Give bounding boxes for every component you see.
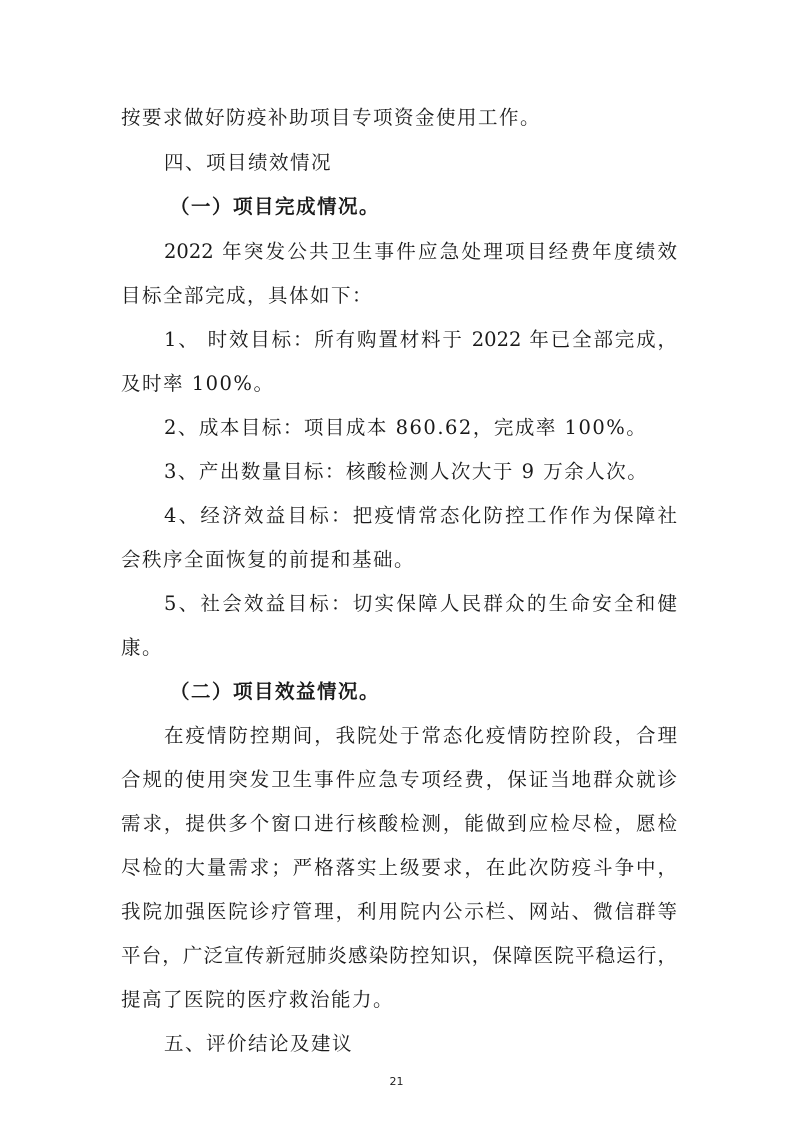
paragraph-line: 需求，提供多个窗口进行核酸检测，能做到应检尽检，愿检 (121, 812, 677, 835)
paragraph-line: 在疫情防控期间，我院处于常态化疫情防控阶段，合理 (164, 724, 677, 747)
paragraph-line: 及时率 100%。 (121, 372, 275, 395)
paragraph-line: 我院加强医院诊疗管理，利用院内公示栏、网站、微信群等 (121, 900, 677, 923)
subsection-heading-completion: （一）项目完成情况。 (170, 195, 381, 218)
page-number: 21 (389, 1075, 404, 1088)
list-item-social-benefit: 5、社会效益目标：切实保障人民群众的生命安全和健 (164, 592, 677, 615)
paragraph-line: 尽检的大量需求；严格落实上级要求，在此次防疫斗争中， (121, 856, 677, 879)
paragraph-line: 2022 年突发公共卫生事件应急处理项目经费年度绩效 (164, 240, 677, 263)
list-item-output: 3、产出数量目标：核酸检测人次大于 9 万余人次。 (164, 460, 649, 483)
list-item-timeliness: 1、 时效目标：所有购置材料于 2022 年已全部完成， (164, 328, 677, 351)
paragraph-line: 提高了医院的医疗救治能力。 (121, 988, 395, 1011)
subsection-heading-benefits: （二）项目效益情况。 (170, 680, 381, 703)
paragraph-line: 按要求做好防疫补助项目专项资金使用工作。 (121, 106, 542, 129)
paragraph-line: 合规的使用突发卫生事件应急专项经费，保证当地群众就诊 (121, 768, 677, 791)
section-heading-conclusion: 五、评价结论及建议 (164, 1032, 354, 1055)
paragraph-line: 平台，广泛宣传新冠肺炎感染防控知识，保障医院平稳运行， (121, 944, 677, 967)
section-heading-performance: 四、项目绩效情况 (164, 151, 333, 174)
paragraph-line: 会秩序全面恢复的前提和基础。 (121, 548, 416, 571)
list-item-economic-benefit: 4、经济效益目标：把疫情常态化防控工作作为保障社 (164, 504, 677, 527)
list-item-cost: 2、成本目标：项目成本 860.62，完成率 100%。 (164, 416, 648, 439)
paragraph-line: 康。 (121, 636, 164, 659)
paragraph-line: 目标全部完成，具体如下： (121, 284, 374, 307)
